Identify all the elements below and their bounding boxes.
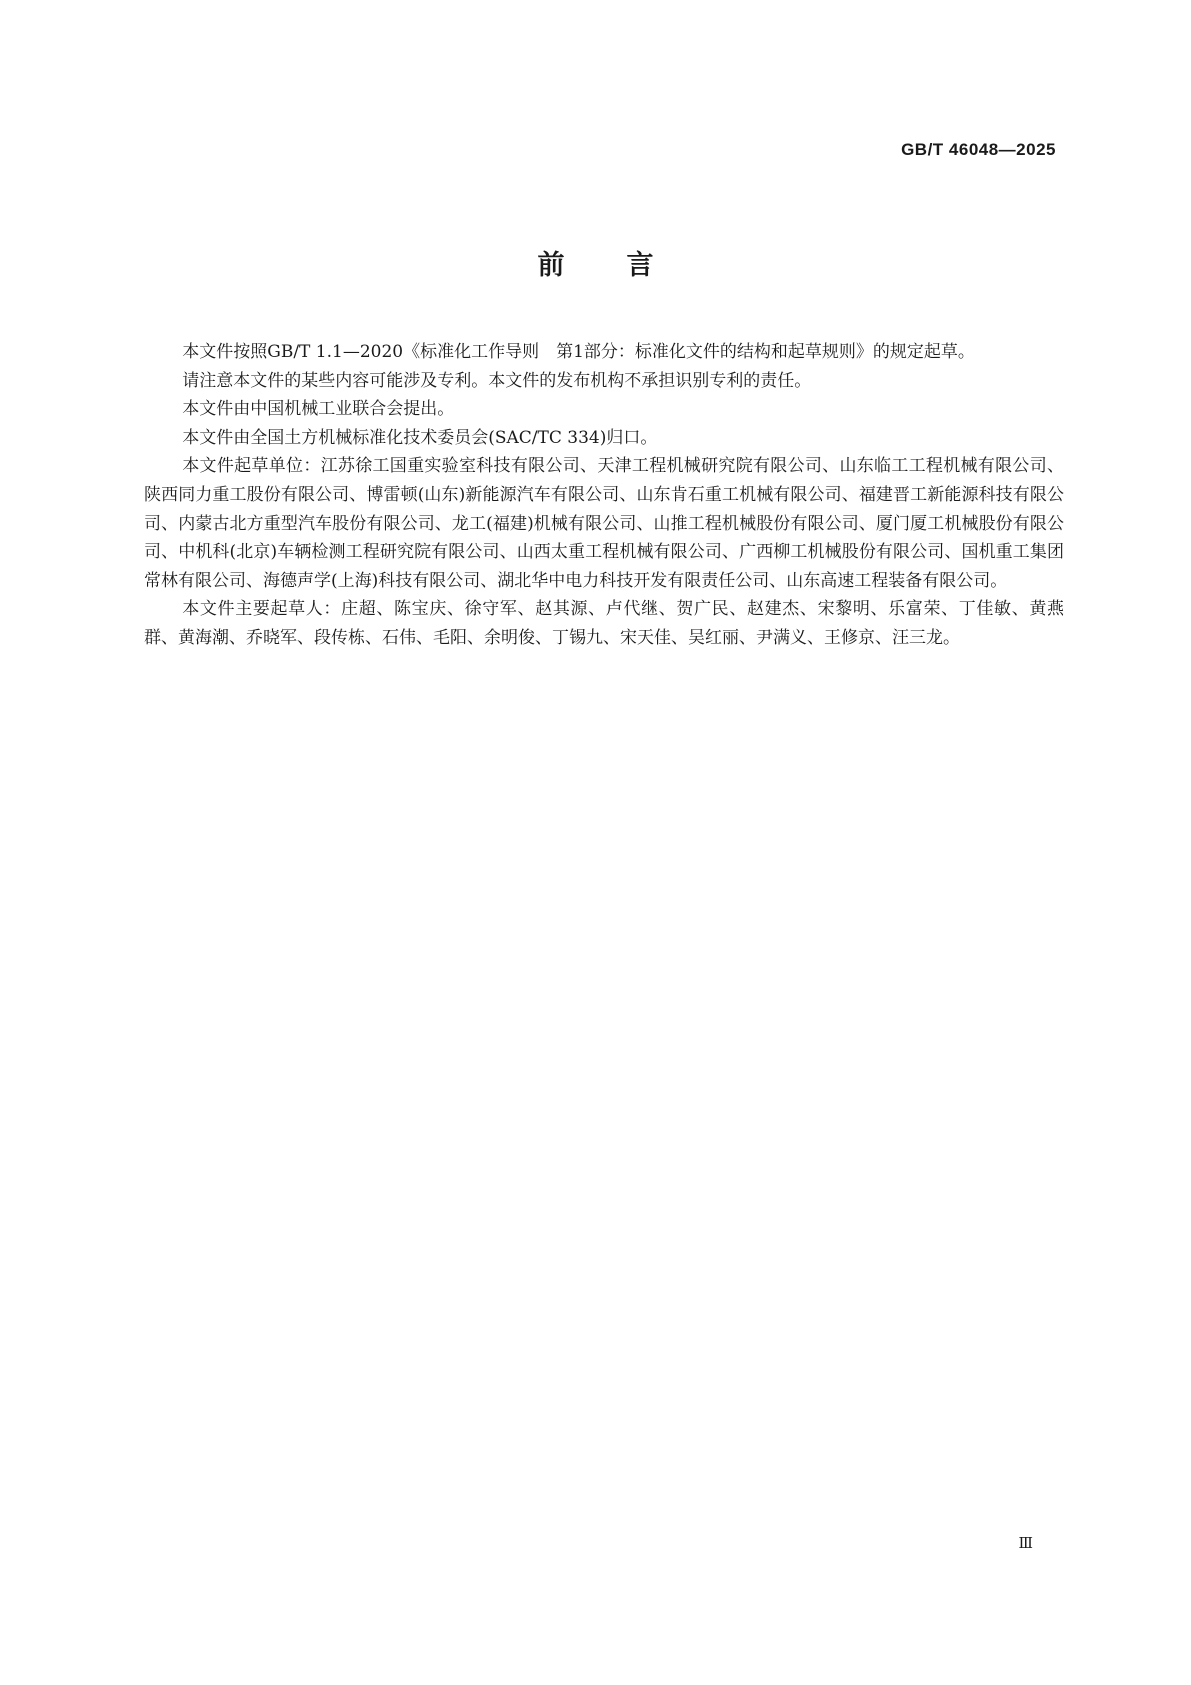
paragraph-administrator: 本文件由全国土方机械标准化技术委员会(SAC/TC 334)归口。: [182, 427, 658, 448]
paragraph-proposer: 本文件由中国机械工业联合会提出。: [182, 399, 455, 420]
foreword-body: [144, 338, 1064, 653]
paragraph-drafters: 本文件主要起草人：庄超、陈宝庆、徐守军、赵其源、卢代继、贺广民、赵建杰、宋黎明、乐富荣、丁佳敏、黄燕群、黄海潮、乔晓军、段传栋、石伟、毛阳、余明俊、丁锡九、宋天佳、吴红丽、尹满义、王修京、汪三龙。: [144, 599, 1064, 648]
standard-code: GB/T 46048—2025: [901, 140, 1056, 159]
paragraph-patent-notice: 请注意本文件的某些内容可能涉及专利。本文件的发布机构不承担识别专利的责任。: [182, 370, 812, 391]
page-title: 前言: [537, 250, 716, 281]
paragraph-drafting-rules: 本文件按照GB/T 1.1—2020《标准化工作导则 第1部分：标准化文件的结构和起草规则》的规定起草。: [182, 342, 975, 362]
page-number: Ⅲ: [1018, 1534, 1033, 1552]
paragraph-drafting-organizations: 本文件起草单位：江苏徐工国重实验室科技有限公司、天津工程机械研究院有限公司、山东临工工程机械有限公司、陕西同力重工股份有限公司、博雷顿(山东)新能源汽车有限公司、山东肯石重工机械有限公司、福建晋工新能源科技有限公司、内蒙古北方重型汽车股份有限公司、龙工(福建)机械有限公司、山推工程机械股份有限公司、厦门厦工机械股份有限公司、中机科(北京)车辆检测工程研究院有限公司、山西太重工程机械有限公司、广西柳工机械股份有限公司、国机重工集团常林有限公司、海德声学(上海)科技有限公司、湖北华中电力科技开发有限责任公司、山东高速工程装备有限公司。: [144, 456, 1064, 591]
